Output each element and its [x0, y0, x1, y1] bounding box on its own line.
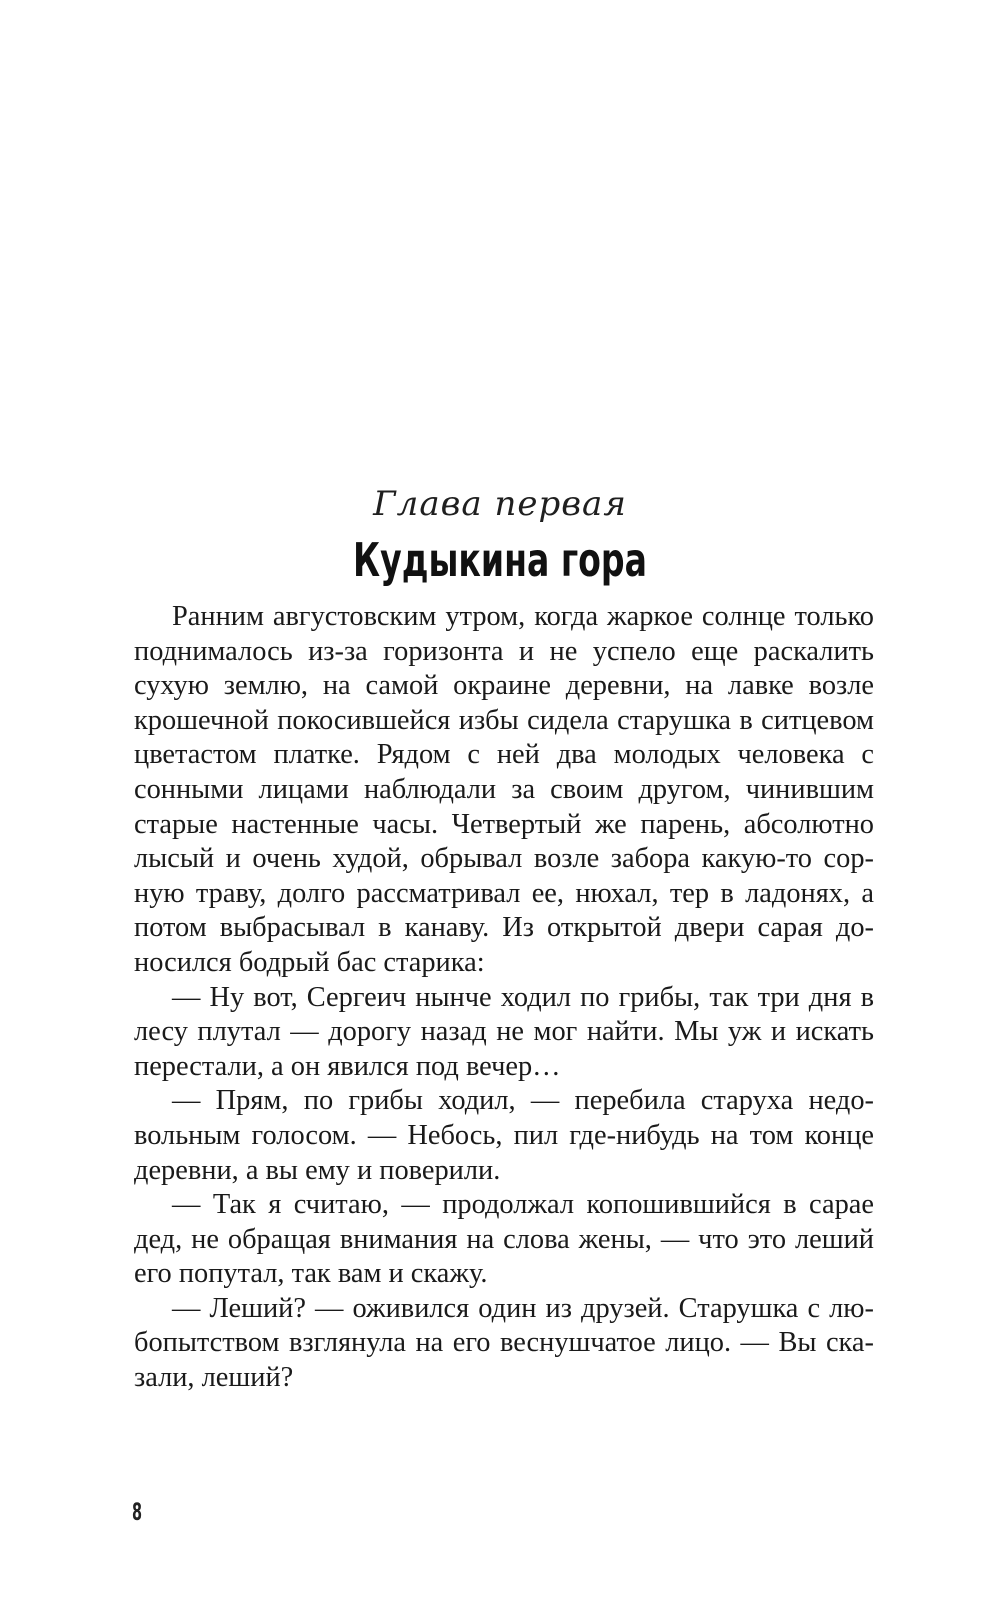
chapter-label: Глава первая [373, 484, 627, 524]
page-number: 8 [132, 1498, 143, 1526]
paragraph: — Так я считаю, — продолжал копошившийся в сарае дед, не обращая внимания на слова жены, — что это леший его попутал, так вам и скажу. [134, 1189, 874, 1290]
paragraph: — Ну вот, Сергеич нынче ходил по грибы, так три дня в лесу плутал — дорогу назад не мог найти. Мы уж и искать перестали, а он явился под вечер… [134, 981, 874, 1082]
paragraph: Ранним августовским утром, когда жаркое солнце только поднималось из-за горизонта и не успело еще раскалить сухую землю, на самой окраине деревни, на лавке возле крошечной покосившейся избы сидела старушка в ситцевом цветастом платке. Рядом с ней два молодых человека с сонными лицами наблюдали за своим другом, чинившим старые настенные часы. Четвертый же парень, абсолютно лысый и очень худой, обрывал возле забора какую-то сорную траву, долго рассматривал ее, нюхал, тер в ладонях, а потом выбрасывал в канаву. Из открытой двери сарая доносился бодрый бас старика: [134, 601, 874, 978]
chapter-title: Кудыкина гора [353, 533, 647, 587]
paragraph: — Прям, по грибы ходил, — перебила старуха недовольным голосом. — Небось, пил где-нибудь на том конце деревни, а вы ему и поверили. [134, 1085, 874, 1186]
chapter-body [134, 600, 874, 1396]
paragraph: — Леший? — оживился один из друзей. Старушка с любопытством взглянула на его веснушчатое лицо. — Вы сказали, леший? [134, 1292, 874, 1394]
